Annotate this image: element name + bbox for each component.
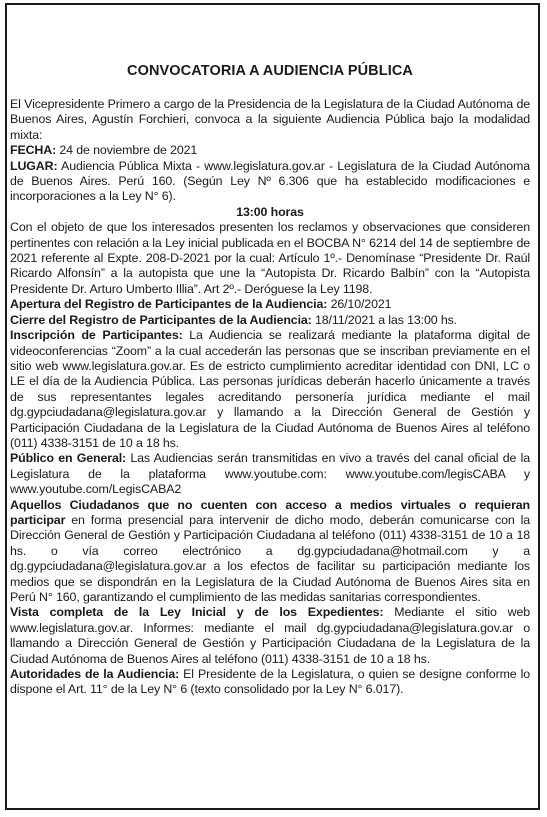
apertura-value: 26/10/2021 [327, 297, 392, 312]
lugar-label: LUGAR: [10, 158, 58, 173]
vista-value: Mediante el sitio web www.legislatura.gov.ar. Informes: mediante el mail dg.gypciudadana@legislatura.gov.ar o llamando a Dirección General de Gestión y Participación Ciudadana de la Legislatura de la Ciudad Autónoma de Buenos Aires al teléfono (011) 4338-3151 de 10 a 18 hs. [10, 605, 530, 666]
apertura-label: Apertura del Registro de Participantes de la Audiencia: [10, 297, 328, 312]
intro-paragraph: El Vicepresidente Primero a cargo de la Presidencia de la Legislatura de la Ciudad Autónoma de Buenos Aires, Agustín Forchieri, convoca a la siguiente Audiencia Pública bajo la modalidad mixta: [10, 97, 530, 142]
fecha-label: FECHA: [10, 143, 57, 158]
cierre-label: Cierre del Registro de Participantes de la Audiencia: [10, 312, 312, 327]
cierre-value: 18/11/2021 a las 13:00 hs. [311, 312, 458, 327]
autoridades-paragraph [10, 667, 530, 698]
cierre-line [10, 313, 530, 328]
autoridades-value: El Presidente de la Legislatura, o quien se designe conforme lo dispone el Art. 11° de la Ley N° 6 (texto consolidado por la Ley N° 6.017). [10, 667, 530, 697]
fecha-value: 24 de noviembre de 2021 [56, 143, 198, 158]
publico-paragraph [10, 451, 530, 497]
ciudadanos-label: Aquellos Ciudadanos que no cuenten con acceso a medios virtuales o requieran participar [10, 497, 530, 527]
publico-value: Las Audiencias serán transmitidas en vivo a través del canal oficial de la Legislatura de la plataforma www.youtube.com: www.youtube.com/legisCABA y www.youtube.com/LegisCABA2 [10, 451, 530, 497]
apertura-line [10, 297, 530, 312]
vista-paragraph [10, 605, 530, 667]
lugar-value: Audiencia Pública Mixta - www.legislatura.gov.ar - Legislatura de la Ciudad Autónoma de Buenos Aires. Perú 160. (Según Ley Nº 6.306 que ha establecido modificaciones e incorporaciones a la Ley N° 6). [10, 158, 530, 204]
notice-body [10, 63, 530, 698]
hora-line: 13:00 horas [236, 204, 304, 219]
ciudadanos-value: en forma presencial para intervenir de dicho modo, deberán comunicarse con la Dirección General de Gestión y Participación Ciudadana al teléfono (011) 4338-3151 de 10 a 18 hs. o vía correo electrónico a dg.gypciudadana@hotmail.com y a dg.gypciudadana@legislatura.gov.ar a los efectos de facilitar su participación mediante los medios que se dispondrán en la Legislatura de la Ciudad Autónoma de Buenos Aires sita en Perú N° 160, garantizando el cumplimiento de las medidas sanitarias correspondientes. [10, 512, 530, 604]
vista-label: Vista completa de la Ley Inicial y de los Expedientes: [10, 605, 384, 620]
lugar-line [10, 159, 530, 205]
fecha-line [10, 143, 530, 158]
inscripcion-label: Inscripción de Participantes: [10, 328, 183, 343]
ciudadanos-paragraph [10, 498, 530, 606]
inscripcion-paragraph [10, 328, 530, 451]
objeto-paragraph: Con el objeto de que los interesados presenten los reclamos y observaciones que consideren pertinentes con relación a la Ley inicial publicada en el BOCBA N° 6214 del 14 de septiembre de 2021 referente al Expte. 208-D-2021 por la cual: Artículo 1º.- Denomínase “Presidente Dr. Raúl Ricardo Alfonsín” a la autopista que une la “Autopista Dr. Ricardo Balbín” con la “Autopista Presidente Dr. Arturo Umberto Illia”. Art 2º.- Deróguese la Ley 1198. [10, 220, 530, 296]
notice-title: CONVOCATORIA A AUDIENCIA PÚBLICA [127, 63, 413, 79]
inscripcion-value: La Audiencia se realizará mediante la plataforma digital de videoconferencias “Zoom” a la cual accederán las personas que se inscriban previamente en el sitio web www.legislatura.gov.ar. Es de estricto cumplimiento acreditar identidad con DNI, LC o LE el día de la Audiencia Pública. Las personas jurídicas deberán hacerlo únicamente a través de sus representantes legales acreditando personería jurídica mediante el mail dg.gypciudadana@legislatura.gov.ar y llamando a la Dirección General de Gestión y Participación Ciudadana de la Legislatura de la Ciudad Autónoma de Buenos Aires al teléfono (011) 4338-3151 de 10 a 18 hs. [10, 328, 530, 450]
autoridades-label: Autoridades de la Audiencia: [10, 667, 180, 682]
publico-label: Público en General: [10, 451, 127, 466]
